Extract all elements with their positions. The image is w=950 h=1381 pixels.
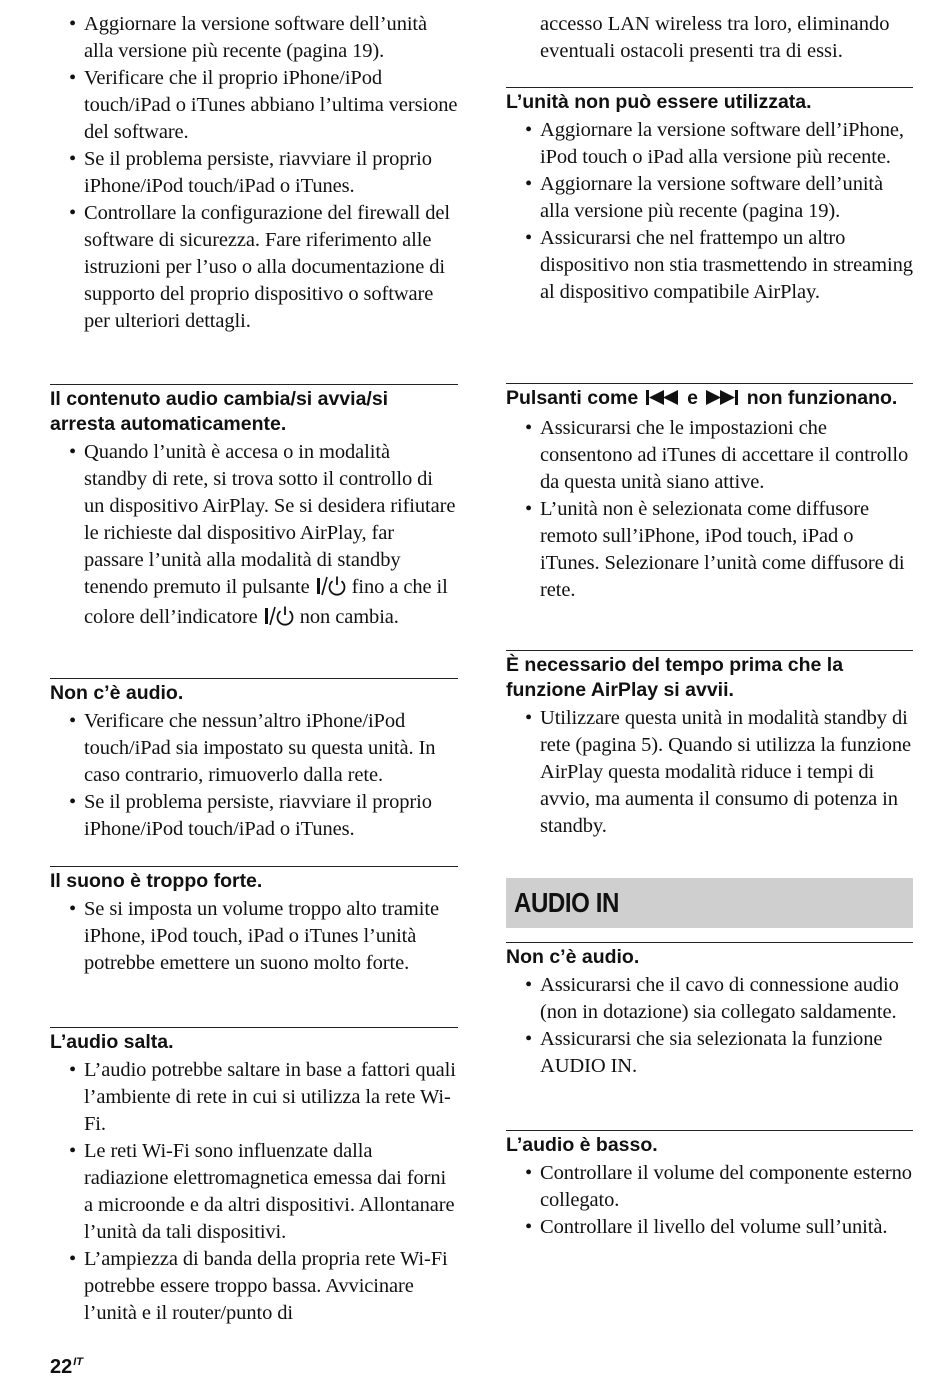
section-audio-in-none [506,942,913,1080]
section-list [50,708,458,843]
section-unusable [506,87,913,306]
item-text-part3: non cambia. [299,606,399,628]
item-text-part2: fino a che il colore dell’indicatore [84,576,448,628]
list-item: • Verificare che nessun’altro iPhone/iPod touch/iPad sia impostato su questa unità. In caso contrario, rimuoverlo dalla rete. [50,708,458,789]
heading-part3: non funzionano. [746,387,898,409]
intro-section [50,11,458,335]
section-heading: L’audio è basso. [506,1130,913,1158]
section-list [506,415,913,604]
section-audio-changes [50,384,458,634]
list-item: • Controllare il volume del componente esterno collegato. [506,1160,913,1214]
list-item: • Se si imposta un volume troppo alto tramite iPhone, iPod touch, iPad o iTunes l’unità potrebbe emettere un suono molto forte. [50,896,458,977]
list-item: • Aggiornare la versione software dell’iPhone, iPod touch o iPad alla versione più recente. [506,117,913,171]
page-language-suffix: IT [73,1356,84,1368]
section-skips [50,1027,458,1327]
list-item [50,439,458,634]
list-item: • Aggiornare la versione software dell’unità alla versione più recente (pagina 19). [50,11,458,65]
list-item: • L’audio potrebbe saltare in base a fattori quali l’ambiente di rete in cui si utilizza la rete Wi-Fi. [50,1057,458,1138]
section-airplay-delay [506,650,913,840]
section-heading: È necessario del tempo prima che la funzione AirPlay si avvii. [506,650,913,703]
list-item: • Assicurarsi che le impostazioni che consentono ad iTunes di accettare il controllo da questa unità siano attive. [506,415,913,496]
section-heading: L’audio salta. [50,1027,458,1055]
list-item: • Assicurarsi che il cavo di connessione audio (non in dotazione) sia collegato saldamente. [506,972,913,1026]
list-item: • Controllare la configurazione del firewall del software di sicurezza. Fare riferimento alle istruzioni per l’uso o alla documentazione di supporto del proprio dispositivo o software per ulteriori dettagli. [50,200,458,335]
next-track-icon [704,388,740,413]
list-item: • Se il problema persiste, riavviare il proprio iPhone/iPod touch/iPad o iTunes. [50,146,458,200]
list-item: • Se il problema persiste, riavviare il proprio iPhone/iPod touch/iPad o iTunes. [50,789,458,843]
section-audio-low [506,1130,913,1241]
heading-part1: Pulsanti come [506,387,639,409]
section-heading: Il suono è troppo forte. [50,866,458,894]
section-list [50,1057,458,1327]
heading-part2: e [687,387,698,409]
list-item: • Controllare il livello del volume sull’unità. [506,1214,913,1241]
page-number [50,1350,83,1379]
section-list [506,972,913,1080]
list-item: • Aggiornare la versione software dell’unità alla versione più recente (pagina 19). [506,171,913,225]
section-no-audio [50,678,458,843]
section-heading: Il contenuto audio cambia/si avvia/si arresta automaticamente. [50,384,458,437]
continuation-text: accesso LAN wireless tra loro, eliminando eventuali ostacoli presenti tra di essi. [540,13,890,62]
list-item: • Le reti Wi-Fi sono influenzate dalla radiazione elettromagnetica emessa dai forni a microonde e da altri dispositivi. Allontanare l’unità da tali dispositivi. [50,1138,458,1246]
section-buttons [506,383,913,604]
power-standby-icon [316,576,346,604]
section-heading: Non c’è audio. [50,678,458,706]
section-too-loud [50,866,458,977]
section-list [50,896,458,977]
power-standby-icon [264,606,294,634]
list-item: • Verificare che il proprio iPhone/iPod touch/iPad o iTunes abbiano l’ultima versione del software. [50,65,458,146]
list-item: • L’ampiezza di banda della propria rete Wi-Fi potrebbe essere troppo bassa. Avvicinare l’unità e il router/punto di [50,1246,458,1327]
section-heading: Non c’è audio. [506,942,913,970]
section-list [506,117,913,306]
audio-in-band [506,878,913,928]
band-title: AUDIO IN [514,887,619,918]
list-item: • L’unità non è selezionata come diffusore remoto sull’iPhone, iPod touch, iPad o iTunes. Selezionare l’unità come diffusore di rete. [506,496,913,604]
section-list [506,705,913,840]
list-item: • Utilizzare questa unità in modalità standby di rete (pagina 5). Quando si utilizza la funzione AirPlay questa modalità riduce i tempi di avvio, ma aumenta il consumo di potenza in standby. [506,705,913,840]
section-heading: L’unità non può essere utilizzata. [506,87,913,115]
intro-list [50,11,458,335]
item-text-part1: Quando l’unità è accesa o in modalità standby di rete, si trova sotto il controllo di un dispositivo AirPlay. Se si desidera rifiutare le richieste dal dispositivo AirPlay, far passare l’unità alla modalità di standby tenendo premuto il pulsante [84,441,456,598]
list-item: • Assicurarsi che sia selezionata la funzione AUDIO IN. [506,1026,913,1080]
section-heading [506,383,913,413]
section-list [50,439,458,634]
list-item: • Assicurarsi che nel frattempo un altro dispositivo non stia trasmettendo in streaming al dispositivo compatibile AirPlay. [506,225,913,306]
section-list [506,1160,913,1241]
previous-track-icon [645,388,681,413]
page-number-value: 22 [50,1356,73,1378]
